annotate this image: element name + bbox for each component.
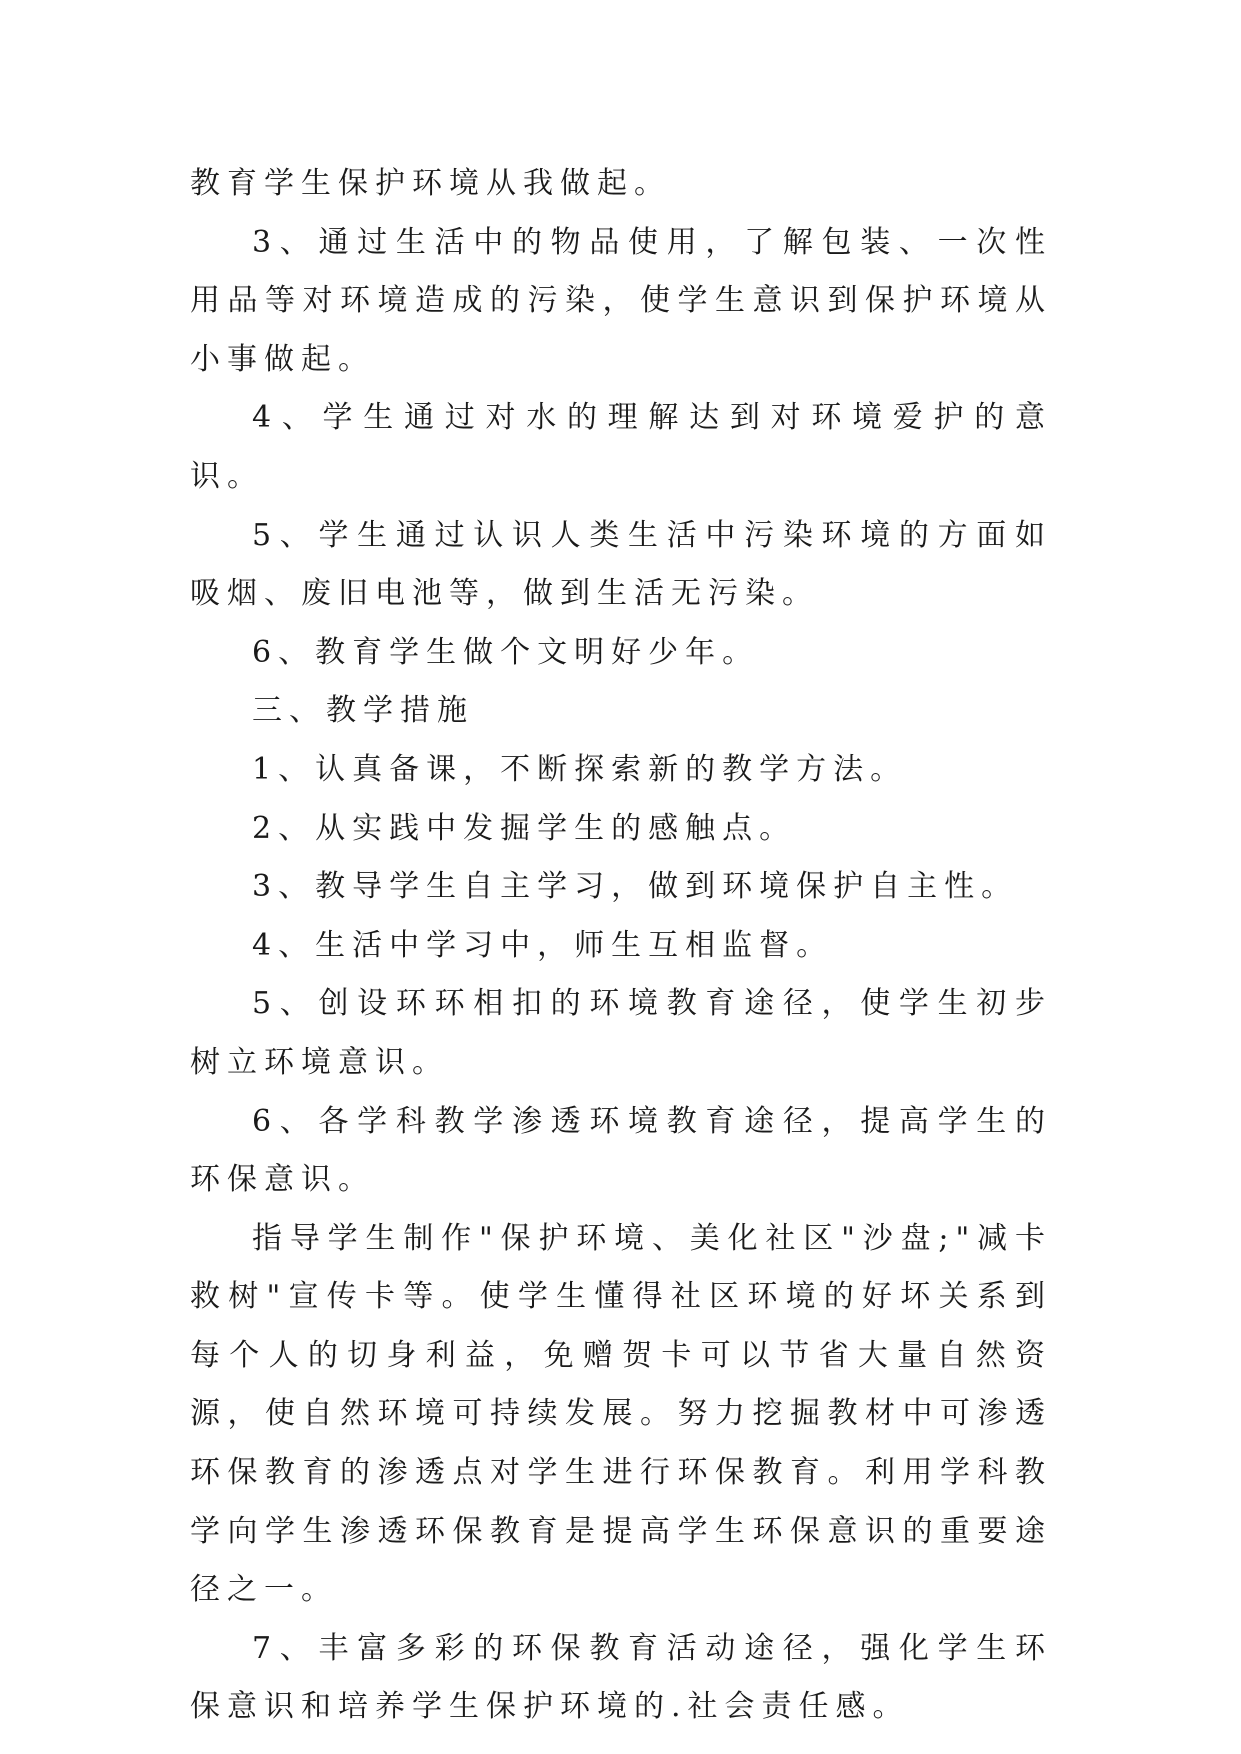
paragraph-goal-6: 6、教育学生做个文明好少年。: [252, 634, 760, 670]
paragraph-measure-3: 3、教导学生自主学习，做到环境保护自主性。: [252, 869, 1019, 905]
paragraph-guidance: 指导学生制作"保护环境、美化社区"沙盘;"减卡救树"宣传卡等。使学生懂得社区环境的好坏关系到每个人的切身利益，免赠贺卡可以节省大量自然资源，使自然环境可持续发展。努力挖掘教材中可渗透环保教育的渗透点对学生进行环保教育。利用学科教学向学生渗透环保教育是提高学生环保意识的重要途径之一。: [190, 1220, 1052, 1608]
paragraph-measure-4: 4、生活中学习中，师生互相监督。: [252, 927, 834, 963]
paragraph-measure-1: 1、认真备课，不断探索新的教学方法。: [252, 751, 908, 787]
paragraph-measure-2: 2、从实践中发掘学生的感触点。: [252, 810, 797, 846]
paragraph-goal-5: 5、学生通过认识人类生活中污染环境的方面如吸烟、废旧电池等，做到生活无污染。: [190, 517, 1052, 612]
paragraph-goal-3: 3、通过生活中的物品使用，了解包装、一次性用品等对环境造成的污染，使学生意识到保护环境从小事做起。: [190, 224, 1052, 377]
paragraph-goal-4: 4、学生通过对水的理解达到对环境爱护的意识。: [190, 400, 1052, 494]
paragraph-measure-6: 6、各学科教学渗透环境教育途径，提高学生的环保意识。: [190, 1103, 1052, 1198]
paragraph-measure-7: 7、丰富多彩的环保教育活动途径，强化学生环保意识和培养学生保护环境的.社会责任感。: [190, 1630, 1052, 1725]
paragraph-continuation: 教育学生保护环境从我做起。: [190, 166, 671, 201]
section-heading-measures: 三、教学措施: [252, 693, 474, 729]
paragraph-measure-5: 5、创设环环相扣的环境教育途径，使学生初步树立环境意识。: [190, 986, 1052, 1080]
document-body: [190, 155, 1052, 1737]
